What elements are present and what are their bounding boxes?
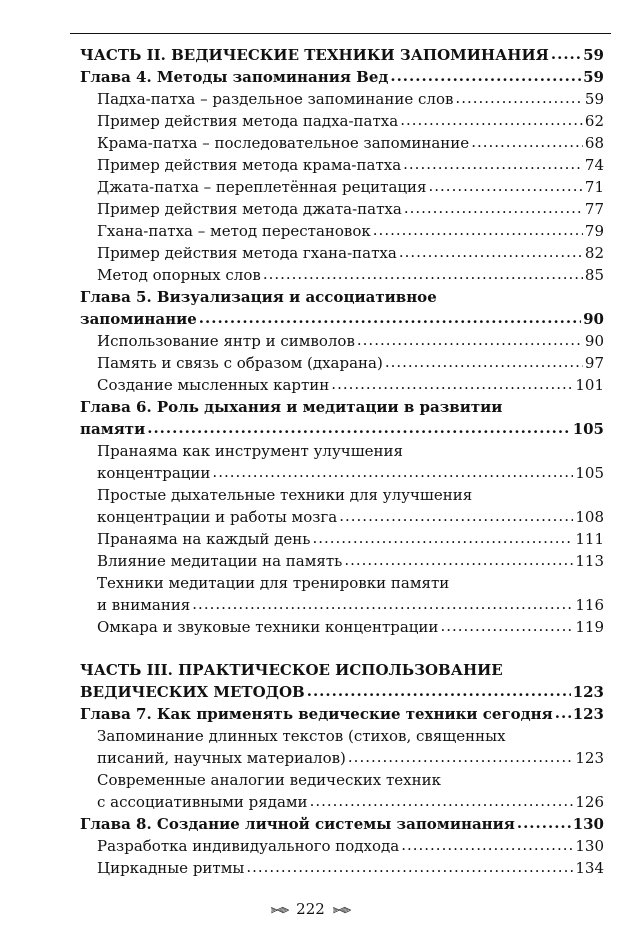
toc-entry-title: Циркадные ритмы	[97, 859, 245, 877]
toc-entry-title: Метод опорных слов	[97, 266, 261, 284]
toc-entry[interactable]	[80, 88, 604, 110]
dot-leader	[307, 683, 571, 697]
toc-entry[interactable]	[80, 813, 604, 835]
toc-page-number: 79	[584, 222, 604, 240]
toc-page-number: 108	[575, 508, 604, 526]
toc-entry[interactable]	[80, 418, 604, 440]
toc-page-number: 85	[584, 266, 604, 284]
toc-entry[interactable]	[80, 594, 604, 616]
toc-entry-title: Гхана-патха – метод перестановок	[97, 222, 371, 240]
toc-entry[interactable]	[80, 264, 604, 286]
toc-entry-title-continued: концентрации и работы мозга	[97, 508, 338, 526]
dot-leader	[373, 222, 583, 236]
toc-page-number: 59	[583, 68, 604, 86]
dot-leader	[312, 530, 573, 544]
toc-entry-title: Глава 4. Методы запоминания Вед	[80, 68, 389, 86]
section-gap	[80, 638, 604, 659]
dot-leader	[263, 266, 583, 280]
toc-entry[interactable]	[80, 835, 604, 857]
toc-page-number: 105	[575, 464, 604, 482]
dot-leader	[404, 200, 583, 214]
toc-entry-line	[80, 484, 604, 506]
dot-leader	[517, 815, 571, 829]
toc-entry-title: Глава 5. Визуализация и ассоциативное	[80, 288, 437, 306]
toc-page-number: 123	[572, 705, 604, 723]
toc-entry-title-continued: памяти	[80, 420, 146, 438]
toc-entry-title-continued: с ассоциативными рядами	[97, 793, 308, 811]
toc-entry-title: Омкара и звуковые техники концентрации	[97, 618, 439, 636]
toc-page-number: 71	[584, 178, 604, 196]
toc-entry[interactable]	[80, 308, 604, 330]
dot-leader	[403, 156, 583, 170]
toc-entry-title: Пранаяма на каждый день	[97, 530, 311, 548]
toc-entry[interactable]	[80, 176, 604, 198]
toc-entry-title: ЧАСТЬ II. ВЕДИЧЕСКИЕ ТЕХНИКИ ЗАПОМИНАНИЯ	[80, 46, 549, 64]
toc-entry-title: Падха-патха – раздельное запоминание слов	[97, 90, 454, 108]
toc-entry-title: Пранаяма как инструмент улучшения	[97, 442, 403, 460]
toc-page-number: 123	[572, 683, 604, 701]
toc-entry-title: ЧАСТЬ III. ПРАКТИЧЕСКОЕ ИСПОЛЬЗОВАНИЕ	[80, 661, 503, 679]
toc-entry-line	[80, 659, 604, 681]
toc-entry[interactable]	[80, 220, 604, 242]
toc-page-number: 90	[584, 332, 604, 350]
dot-leader	[199, 310, 581, 324]
toc-entry-line	[80, 572, 604, 594]
toc-page-number: 59	[584, 90, 604, 108]
toc-entry-line	[80, 725, 604, 747]
toc-entry[interactable]	[80, 506, 604, 528]
toc-entry-title: Пример действия метода падха-патха	[97, 112, 399, 130]
toc-entry[interactable]	[80, 110, 604, 132]
toc-page-number: 59	[583, 46, 604, 64]
toc-entry[interactable]	[80, 616, 604, 638]
toc-entry-title: Создание мысленных картин	[97, 376, 330, 394]
toc-entry-title: Влияние медитации на память	[97, 552, 343, 570]
ornament-right-icon: ⫸⫷⫸	[332, 901, 351, 916]
toc-entry[interactable]	[80, 154, 604, 176]
table-of-contents	[80, 44, 604, 879]
toc-page-number: 97	[584, 354, 604, 372]
toc-entry-title: Использование янтр и символов	[97, 332, 355, 350]
dot-leader	[331, 376, 573, 390]
dot-leader	[246, 859, 573, 873]
toc-page-number: 119	[575, 618, 604, 636]
toc-page-number: 68	[584, 134, 604, 152]
toc-entry-title: Разработка индивидуального подхода	[97, 837, 400, 855]
dot-leader	[357, 332, 583, 346]
dot-leader	[555, 705, 571, 719]
dot-leader	[551, 46, 581, 60]
toc-page-number: 126	[575, 793, 604, 811]
toc-entry-title-continued: запоминание	[80, 310, 197, 328]
toc-entry-title-continued: ВЕДИЧЕСКИХ МЕТОДОВ	[80, 683, 305, 701]
toc-entry[interactable]	[80, 132, 604, 154]
toc-entry-title-continued: писаний, научных материалов)	[97, 749, 346, 767]
toc-entry-line	[80, 440, 604, 462]
dot-leader	[310, 793, 574, 807]
toc-entry-title-continued: концентрации	[97, 464, 211, 482]
toc-page-number: 116	[575, 596, 604, 614]
toc-entry[interactable]	[80, 791, 604, 813]
toc-entry-line	[80, 286, 604, 308]
dot-leader	[348, 749, 573, 763]
toc-entry[interactable]	[80, 66, 604, 88]
toc-entry[interactable]	[80, 374, 604, 396]
toc-entry-line	[80, 769, 604, 791]
toc-page-number: 82	[584, 244, 604, 262]
toc-entry-title: Глава 6. Роль дыхания и медитации в развитии	[80, 398, 503, 416]
toc-entry-title: Пример действия метода гхана-патха	[97, 244, 397, 262]
toc-page-number: 123	[575, 749, 604, 767]
toc-page-number: 62	[584, 112, 604, 130]
ornament-left-icon: ⫸⫷⫸	[270, 901, 289, 916]
dot-leader	[399, 244, 583, 258]
dot-leader	[192, 596, 573, 610]
toc-page-number: 90	[583, 310, 604, 328]
top-rule	[70, 33, 611, 34]
toc-page-number: 111	[575, 530, 604, 548]
toc-entry-title: Глава 7. Как применять ведические техники сегодня	[80, 705, 553, 723]
toc-entry[interactable]	[80, 747, 604, 769]
toc-entry-title: Память и связь с образом (дхарана)	[97, 354, 383, 372]
toc-entry[interactable]	[80, 44, 604, 66]
toc-entry-title: Простые дыхательные техники для улучшения	[97, 486, 473, 504]
dot-leader	[429, 178, 583, 192]
toc-entry[interactable]	[80, 198, 604, 220]
dot-leader	[212, 464, 573, 478]
toc-entry-title: Современные аналогии ведических техник	[97, 771, 441, 789]
toc-entry-title-continued: и внимания	[97, 596, 191, 614]
toc-entry[interactable]	[80, 681, 604, 703]
toc-page-number: 130	[575, 837, 604, 855]
toc-entry[interactable]	[80, 528, 604, 550]
dot-leader	[390, 68, 581, 82]
dot-leader	[344, 552, 573, 566]
toc-page-number: 113	[575, 552, 604, 570]
toc-page-number: 101	[575, 376, 604, 394]
toc-entry-title: Техники медитации для тренировки памяти	[97, 574, 450, 592]
toc-page-number: 74	[584, 156, 604, 174]
toc-entry[interactable]	[80, 703, 604, 725]
toc-entry-title: Глава 8. Создание личной системы запоминания	[80, 815, 515, 833]
dot-leader	[147, 420, 570, 434]
page-footer	[0, 900, 621, 918]
dot-leader	[385, 354, 583, 368]
toc-entry-line	[80, 396, 604, 418]
toc-entry[interactable]	[80, 352, 604, 374]
toc-entry-title: Пример действия метода джата-патха	[97, 200, 402, 218]
dot-leader	[400, 112, 583, 126]
dot-leader	[440, 618, 573, 632]
toc-entry[interactable]	[80, 462, 604, 484]
toc-entry-title: Крама-патха – последовательное запоминание	[97, 134, 470, 152]
dot-leader	[339, 508, 573, 522]
toc-entry[interactable]	[80, 242, 604, 264]
toc-page-number: 130	[572, 815, 604, 833]
page-number: 222	[296, 900, 325, 918]
dot-leader	[401, 837, 573, 851]
toc-page-number: 134	[575, 859, 604, 877]
toc-entry[interactable]	[80, 330, 604, 352]
toc-page-number: 105	[572, 420, 604, 438]
toc-entry-title: Джата-патха – переплетённая рецитация	[97, 178, 427, 196]
toc-entry[interactable]	[80, 550, 604, 572]
toc-entry[interactable]	[80, 857, 604, 879]
dot-leader	[471, 134, 583, 148]
toc-entry-title: Пример действия метода крама-патха	[97, 156, 402, 174]
toc-entry-title: Запоминание длинных текстов (стихов, священных	[97, 727, 506, 745]
toc-page-number: 77	[584, 200, 604, 218]
dot-leader	[455, 90, 582, 104]
